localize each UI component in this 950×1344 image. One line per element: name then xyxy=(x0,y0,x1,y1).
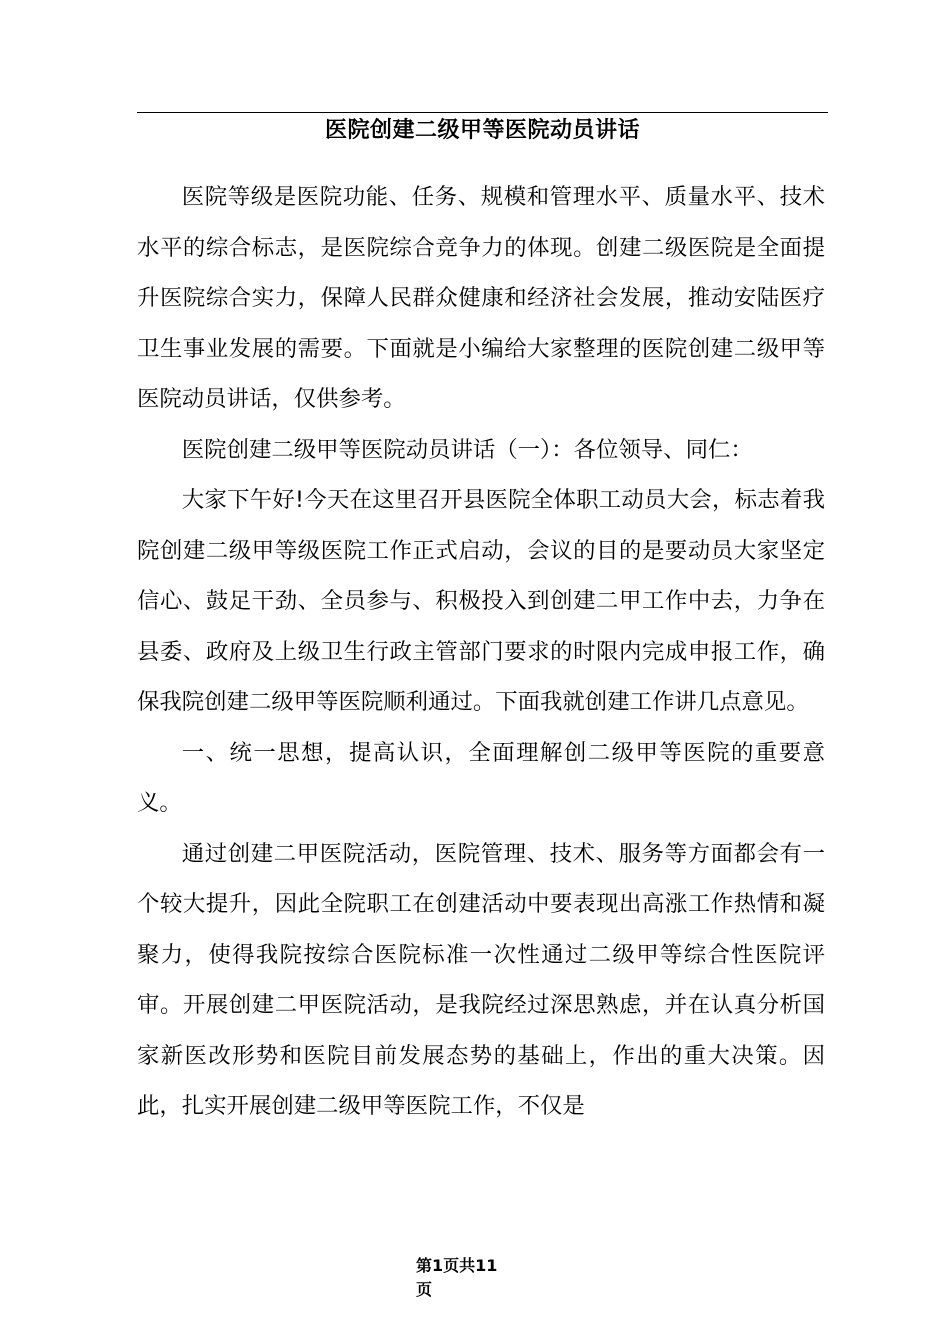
intro-paragraph: 医院等级是医院功能、任务、规模和管理水平、质量水平、技术水平的综合标志，是医院综合竞争力的体现。创建二级医院是全面提升医院综合实力，保障人民群众健康和经济社会发展，推动安陆医疗卫生事业发展的需要。下面就是小编给大家整理的医院创建二级甲等医院动员讲话，仅供参考。 xyxy=(137,184,825,412)
document-title: 医院创建二级甲等医院动员讲话 xyxy=(324,118,640,143)
greeting-paragraph: 大家下午好!今天在这里召开县医院全体职工动员大会，标志着我院创建二级甲等级医院工作正式启动，会议的目的是要动员大家坚定信心、鼓足干劲、全员参与、积极投入到创建二甲工作中去，力争在县委、政府及上级卫生行政主管部门要求的时限内完成申报工作，确保我院创建二级甲等医院顺利通过。下面我就创建工作讲几点意见。 xyxy=(137,487,825,715)
page-number xyxy=(400,1254,550,1302)
document-body xyxy=(137,172,825,1132)
header-rule xyxy=(137,112,828,113)
page-number-line-2: 页 xyxy=(416,1280,433,1299)
body-paragraph: 通过创建二甲医院活动，医院管理、技术、服务等方面都会有一个较大提升，因此全院职工在创建活动中要表现出高涨工作热情和凝聚力，使得我院按综合医院标准一次性通过二级甲等综合性医院评审。开展创建二甲医院活动，是我院经过深思熟虑，并在认真分析国家新医改形势和医院目前发展态势的基础上，作出的重大决策。因此，扎实开展创建二级甲等医院工作，不仅是 xyxy=(137,840,825,1119)
page-number-line-1: 第1页共11 xyxy=(416,1256,498,1275)
speech-heading-paragraph: 医院创建二级甲等医院动员讲话（一）：各位领导、同仁： xyxy=(181,436,753,463)
section-heading-paragraph: 一、统一思想，提高认识，全面理解创二级甲等医院的重要意义。 xyxy=(137,739,825,816)
